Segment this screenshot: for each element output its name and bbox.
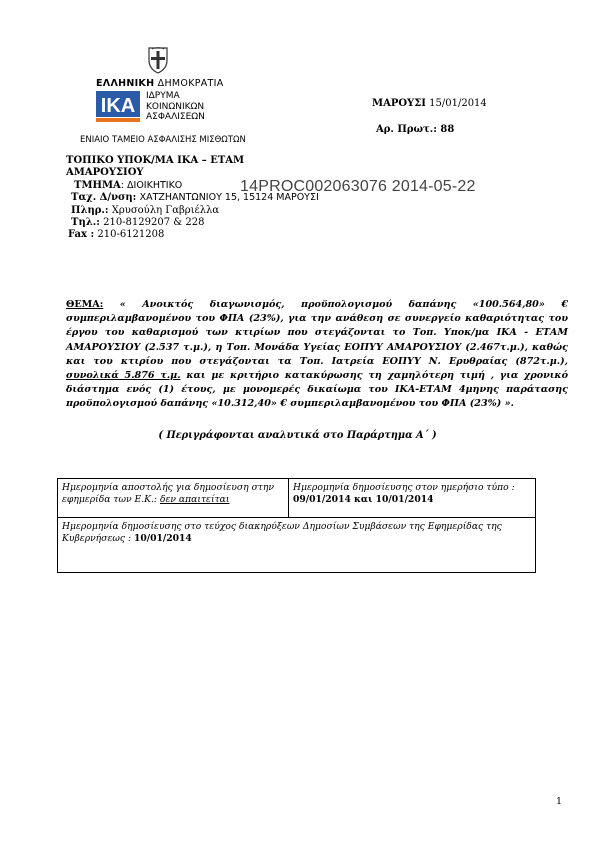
place: ΜΑΡΟΥΣΙ xyxy=(372,98,426,109)
subject-text-part-2: και με κριτήριο κατακύρωσης τη χαμηλότερη τιμή , για χρονικό διάστημα ενός (1) έτους, με μονομερές δικαίωμα του ΙΚΑ-ΕΤΑΜ 4μηνης παράτασης προϋπολογισμού δαπάνης «10.312,40» € συμπεριλαμβανομένου του ΦΠΑ (23%) ». xyxy=(66,370,568,410)
place-date-line xyxy=(372,98,487,109)
logo-org-line-1: ΙΔΡΥΜΑ xyxy=(146,91,180,101)
diavgeia-stamp: 14PROC002063076 2014-05-22 xyxy=(240,178,476,195)
address-label: Ταχ. Δ/νση: xyxy=(71,192,137,204)
daily-press-label: Ημερομηνία δημοσίευσης στον ημερήσιο τύπο : xyxy=(293,482,515,493)
subject-paragraph xyxy=(66,298,568,412)
daily-press-value: 09/01/2014 και 10/01/2014 xyxy=(293,494,434,505)
sender-info xyxy=(66,205,319,217)
logo-country-line xyxy=(96,78,224,89)
page-number: 1 xyxy=(556,796,563,807)
protocol-number: 88 xyxy=(440,124,455,135)
subject-total-area: συνολικά 5.876 τ.μ. xyxy=(66,370,181,382)
department-label: ΤΜΗΜΑ xyxy=(74,179,121,191)
sender-tel xyxy=(66,217,319,229)
logo-ellinikh: ΕΛΛΗΝΙΚΗ xyxy=(96,78,155,89)
info-value: Χρυσούλη Γαβριέλλα xyxy=(111,204,220,216)
sender-unit-line-2: ΑΜΑΡΟΥΣΙΟΥ xyxy=(66,167,144,179)
annex-note: ( Περιγράφονται αναλυτικά στο Παράρτημα Α΄ ) xyxy=(158,430,437,441)
department-value: : ΔΙΟΙΚΗΤΙΚΟ xyxy=(120,179,183,191)
logo-caption: ΕΝΙΑΙΟ ΤΑΜΕΙΟ ΑΣΦΑΛΙΣΗΣ ΜΙΣΘΩΤΩΝ xyxy=(80,135,246,145)
table-row xyxy=(58,518,536,573)
sender-fax xyxy=(66,229,319,241)
date: 15/01/2014 xyxy=(429,98,487,109)
subject-label: ΘΕΜΑ: xyxy=(66,299,104,310)
organization-logo xyxy=(80,46,265,146)
logo-org-name xyxy=(146,91,205,123)
tel-value: 210-8129207 & 228 xyxy=(103,217,205,229)
protocol-label: Αρ. Πρωτ.: xyxy=(376,124,437,135)
subject-text-part-1: « Ανοικτός διαγωνισμός, προϋπολογισμού δαπάνης «100.564,80» € συμπεριλαμβανομένου του ΦΠΑ (23%), για την ανάθεση σε συνεργείο καθαριότητας του έργου του καθαρισμού των κτιρίων που στεγάζονται το Τοπ. Υποκ/μα ΙΚΑ - ΕΤΑΜ ΑΜΑΡΟΥΣΙΟΥ (2.537 τ.μ.), η Τοπ. Μονάδα Υγείας ΕΟΠΥΥ ΑΜΑΡΟΥΣΙΟΥ (2.467τ.μ.), καθώς και του κτιρίου που στεγάζονται τα Τοπ. Ιατρεία ΕΟΠΥΥ Ν. Ερυθραίας (872τ.μ.), xyxy=(66,299,568,367)
publication-table xyxy=(57,478,536,573)
daily-press-cell xyxy=(289,479,536,518)
fax-label: Fax : xyxy=(68,229,95,241)
gazette-label: Ημερομηνία δημοσίευσης στο τεύχος διακηρύξεων Δημοσίων Συμβάσεων της Εφημερίδας της Κυβερνήσεως : xyxy=(62,521,502,544)
ec-journal-cell xyxy=(58,479,289,518)
tel-label: Τηλ.: xyxy=(71,217,100,229)
sender-unit-line-1: ΤΟΠΙΚΟ ΥΠΟΚ/ΜΑ ΙΚΑ – ΕΤΑΜ xyxy=(66,155,245,166)
ika-letters: ΙΚΑ xyxy=(100,95,136,117)
logo-dimokratia: ΔΗΜΟΚΡΑΤΙΑ xyxy=(157,78,224,89)
sender-block xyxy=(66,155,319,242)
ec-journal-label: Ημερομηνία αποστολής για δημοσίευση στην εφημερίδα των Ε.Κ.: xyxy=(62,482,274,505)
logo-org-line-2: ΚΟΙΝΩΝΙΚΩΝ xyxy=(146,101,205,112)
protocol-line xyxy=(376,124,454,135)
gazette-value: 10/01/2014 xyxy=(133,533,192,544)
info-label: Πληρ.: xyxy=(71,204,109,216)
ika-logo-icon xyxy=(96,91,140,125)
address-value: ΧΑΤΖΗΑΝΤΩΝΙΟΥ 15, 15124 ΜΑΡΟΥΣΙ xyxy=(139,192,319,204)
table-row xyxy=(58,479,536,518)
ec-journal-value: δεν απαιτείται xyxy=(159,494,230,505)
logo-org-line-3: ΑΣΦΑΛΙΣΕΩΝ xyxy=(146,112,205,122)
fax-value: 210-6121208 xyxy=(97,229,165,241)
greek-coat-of-arms-icon xyxy=(146,46,170,74)
gazette-cell xyxy=(58,518,536,573)
